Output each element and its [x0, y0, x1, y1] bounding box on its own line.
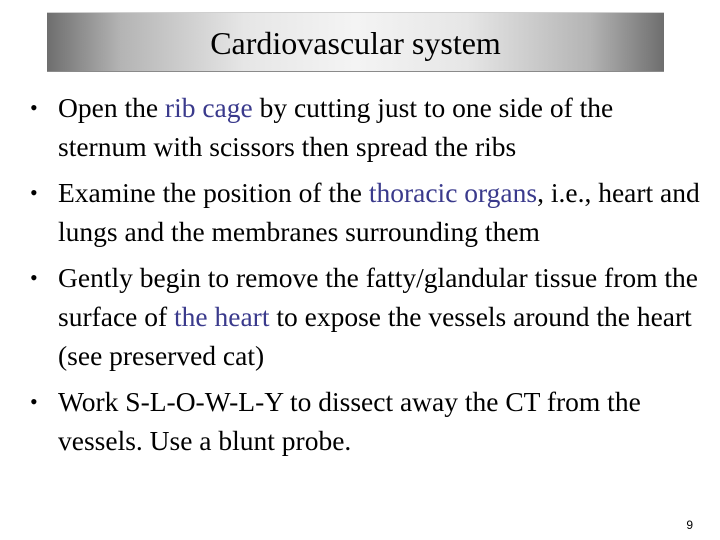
page-number: 9: [686, 518, 693, 532]
bullet-dot-icon: •: [30, 389, 38, 414]
bullet-item: [30, 382, 700, 460]
highlighted-term: rib cage: [164, 92, 253, 123]
bullet-dot-icon: •: [30, 180, 38, 205]
bullet-item: [30, 173, 700, 251]
bullet-dot-icon: •: [30, 95, 38, 120]
bullet-dot-icon: •: [30, 265, 38, 290]
bullet-text: Work S-L-O-W-L-Y to dissect away the CT from the vessels. Use a blunt probe.: [58, 386, 641, 456]
bullet-item: [30, 258, 700, 375]
highlighted-term: thoracic organs: [368, 177, 538, 208]
slide-title: Cardiovascular system: [210, 24, 501, 61]
highlighted-term: the heart: [174, 301, 270, 332]
slide-title-bar: [47, 12, 664, 72]
bullet-list: [30, 88, 700, 467]
bullet-text: , i.e., heart and lungs and the membranes surrounding them: [58, 177, 700, 247]
bullet-text: Gently begin to remove the fatty/glandular tissue from the surface of: [58, 262, 698, 332]
bullet-text: Open the: [58, 92, 165, 123]
bullet-text: to expose the vessels around the heart (see preserved cat): [58, 301, 692, 371]
bullet-text: by cutting just to one side of the sternum with scissors then spread the ribs: [58, 92, 614, 162]
bullet-item: [30, 88, 700, 166]
bullet-text: Examine the position of the: [58, 177, 369, 208]
